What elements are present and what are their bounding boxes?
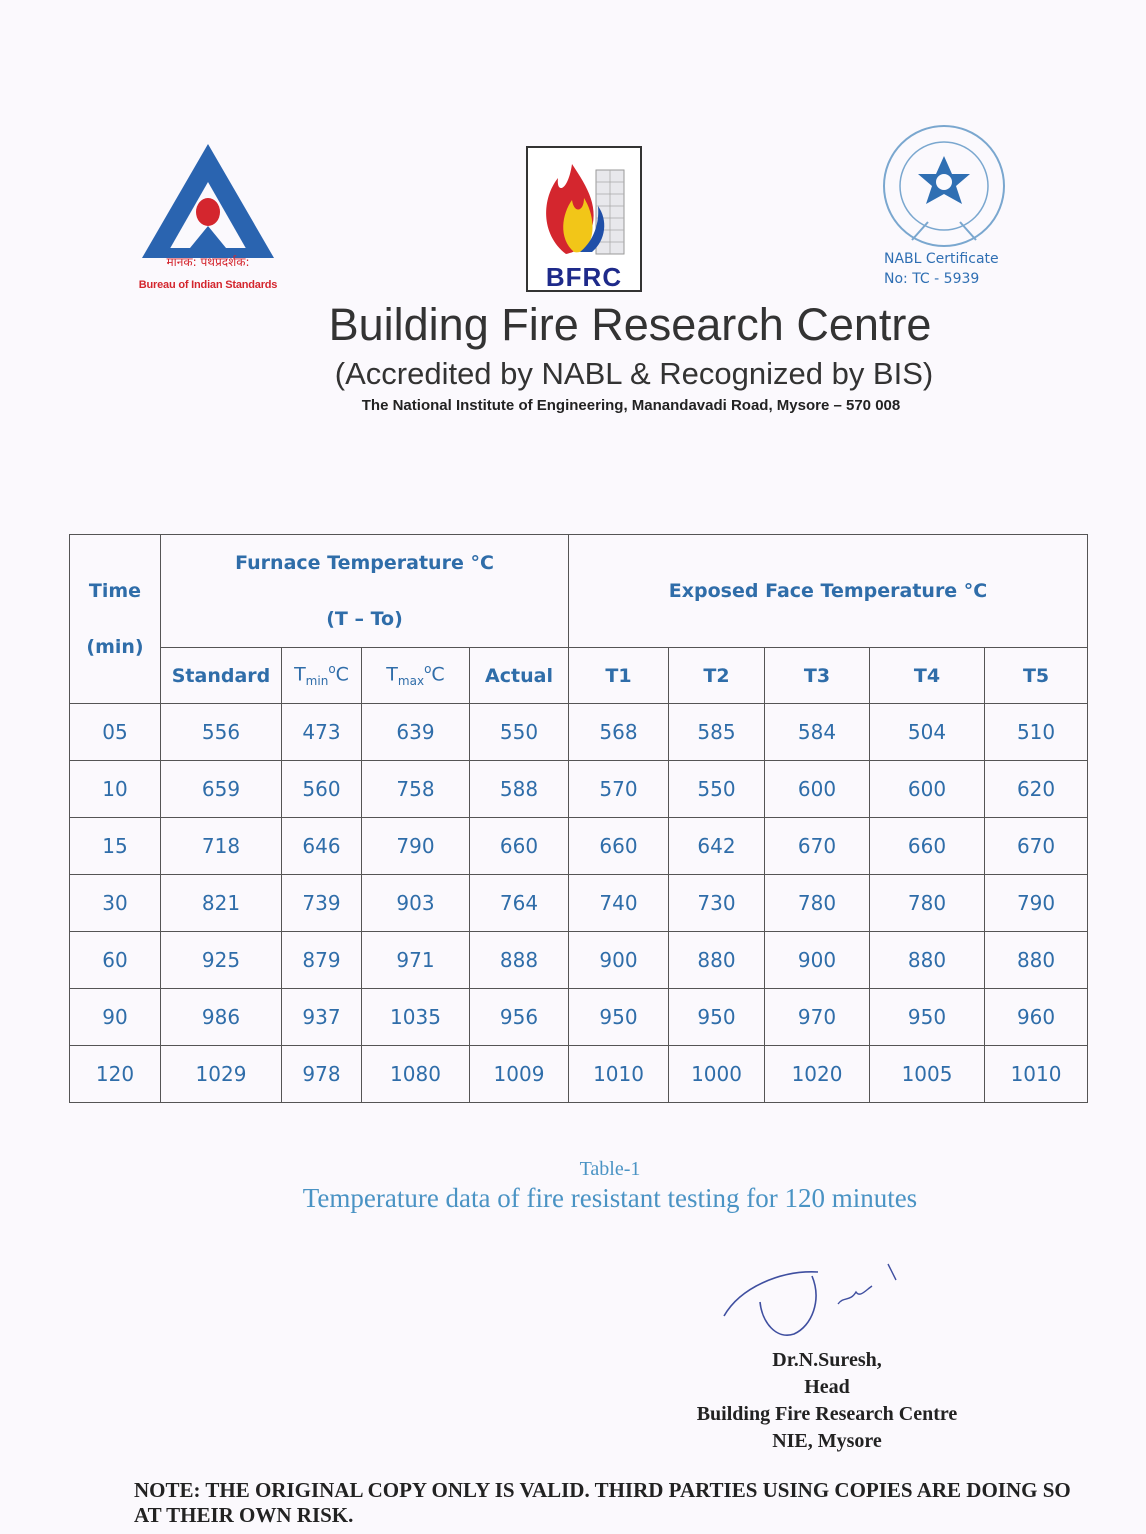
table-subheader-row (70, 648, 1088, 704)
table-cell: 1029 (161, 1046, 282, 1103)
page-title: Building Fire Research Centre (328, 299, 932, 350)
temperature-table (69, 534, 1088, 1103)
furnace-header-formula: (T – To) (326, 608, 403, 630)
table-cell: 510 (985, 704, 1088, 761)
tmin-sub: min (305, 674, 329, 689)
table-cell: 1080 (362, 1046, 470, 1103)
table-body (70, 704, 1088, 1103)
t4-header: T4 (870, 648, 985, 704)
bis-logo (138, 140, 278, 300)
tmin-degree: o (328, 662, 336, 677)
table-cell: 879 (282, 932, 362, 989)
table-row (70, 989, 1088, 1046)
page-subtitle: (Accredited by NABL & Recognized by BIS) (334, 356, 934, 391)
nabl-logo (872, 124, 1012, 252)
table-cell: 550 (669, 761, 765, 818)
signatory-title: Head (804, 1376, 850, 1398)
t3-header: T3 (765, 648, 870, 704)
table-cell: 639 (362, 704, 470, 761)
table-cell: 659 (161, 761, 282, 818)
tmax-base: T (386, 663, 398, 686)
table-cell: 903 (362, 875, 470, 932)
table-cell: 880 (870, 932, 985, 989)
table-cell: 90 (70, 989, 161, 1046)
table-cell: 660 (470, 818, 569, 875)
table-cell: 60 (70, 932, 161, 989)
standard-header: Standard (161, 648, 282, 704)
table-cell: 925 (161, 932, 282, 989)
table-cell: 880 (669, 932, 765, 989)
time-header-label: Time (88, 580, 142, 602)
table-cell: 950 (870, 989, 985, 1046)
bfrc-logo-text: BFRC (545, 262, 623, 292)
actual-header: Actual (470, 648, 569, 704)
table-cell: 739 (282, 875, 362, 932)
table-cell: 646 (282, 818, 362, 875)
table-cell: 670 (985, 818, 1088, 875)
table-cell: 620 (985, 761, 1088, 818)
bis-english-text: Bureau of Indian Standards (138, 279, 278, 291)
table-cell: 584 (765, 704, 870, 761)
table-cell: 978 (282, 1046, 362, 1103)
table-cell: 1035 (362, 989, 470, 1046)
table-cell: 790 (985, 875, 1088, 932)
table-caption-label: Table-1 (579, 1158, 641, 1180)
table-cell: 585 (669, 704, 765, 761)
table-cell: 660 (870, 818, 985, 875)
table-cell: 670 (765, 818, 870, 875)
table-cell: 1009 (470, 1046, 569, 1103)
table-cell: 986 (161, 989, 282, 1046)
table-cell: 764 (470, 875, 569, 932)
table-cell: 900 (569, 932, 669, 989)
table-cell: 473 (282, 704, 362, 761)
tmin-base: T (294, 663, 306, 686)
table-cell: 1020 (765, 1046, 870, 1103)
table-cell: 970 (765, 989, 870, 1046)
nabl-certificate (884, 249, 1014, 289)
table-cell: 971 (362, 932, 470, 989)
table-cell: 730 (669, 875, 765, 932)
table-cell: 504 (870, 704, 985, 761)
tmax-sub: max (397, 674, 425, 689)
table-row (70, 932, 1088, 989)
table-cell: 950 (669, 989, 765, 1046)
table-cell: 660 (569, 818, 669, 875)
t2-header: T2 (669, 648, 765, 704)
time-header-unit: (min) (86, 636, 144, 658)
tmax-degree: o (424, 662, 432, 677)
exposed-header: Exposed Face Temperature °C (569, 535, 1088, 648)
validity-note: NOTE: THE ORIGINAL COPY ONLY IS VALID. THIRD PARTIES USING COPIES ARE DOING SO AT THEIR OWN RISK. (134, 1478, 1071, 1527)
table-cell: 937 (282, 989, 362, 1046)
table-cell: 956 (470, 989, 569, 1046)
institute-address: The National Institute of Engineering, Manandavadi Road, Mysore – 570 008 (361, 397, 901, 414)
furnace-header-label: Furnace Temperature °C (235, 552, 494, 574)
signatory-name: Dr.N.Suresh, (772, 1349, 882, 1371)
table-cell: 588 (470, 761, 569, 818)
table-cell: 900 (765, 932, 870, 989)
table-cell: 05 (70, 704, 161, 761)
table-cell: 568 (569, 704, 669, 761)
nabl-cert-line1: NABL Certificate (884, 251, 999, 267)
table-cell: 780 (765, 875, 870, 932)
table-cell: 821 (161, 875, 282, 932)
table-cell: 1010 (569, 1046, 669, 1103)
table-cell: 30 (70, 875, 161, 932)
tmin-header (282, 648, 362, 704)
table-row (70, 1046, 1088, 1103)
t5-header: T5 (985, 648, 1088, 704)
t1-header: T1 (569, 648, 669, 704)
nabl-cert-line2: No: TC - 5939 (884, 271, 980, 287)
table-cell: 740 (569, 875, 669, 932)
table-row (70, 704, 1088, 761)
table-cell: 758 (362, 761, 470, 818)
table-cell: 556 (161, 704, 282, 761)
table-cell: 550 (470, 704, 569, 761)
table-cell: 960 (985, 989, 1088, 1046)
time-header (70, 535, 161, 704)
table-caption-text: Temperature data of fire resistant testing for 120 minutes (302, 1183, 918, 1213)
table-cell: 120 (70, 1046, 161, 1103)
signatory-block (660, 1347, 980, 1455)
table-cell: 600 (870, 761, 985, 818)
signature-mark (700, 1248, 920, 1358)
table-cell: 1005 (870, 1046, 985, 1103)
table-cell: 780 (870, 875, 985, 932)
bis-hindi-text: मानक: पथप्रदर्शक: (166, 255, 250, 269)
signatory-org: Building Fire Research Centre (696, 1403, 958, 1425)
table-cell: 15 (70, 818, 161, 875)
table-cell: 880 (985, 932, 1088, 989)
table-row (70, 761, 1088, 818)
table-cell: 718 (161, 818, 282, 875)
furnace-header (161, 535, 569, 648)
table-cell: 1010 (985, 1046, 1088, 1103)
table-cell: 790 (362, 818, 470, 875)
table-cell: 10 (70, 761, 161, 818)
table-row (70, 875, 1088, 932)
table-cell: 950 (569, 989, 669, 1046)
table-cell: 570 (569, 761, 669, 818)
signatory-place: NIE, Mysore (772, 1430, 882, 1452)
table-header-row (70, 535, 1088, 648)
table-cell: 560 (282, 761, 362, 818)
flame-icon (528, 148, 640, 258)
tmax-unit: C (431, 663, 445, 686)
table-cell: 642 (669, 818, 765, 875)
table-cell: 600 (765, 761, 870, 818)
table-cell: 1000 (669, 1046, 765, 1103)
tmin-unit: C (335, 663, 349, 686)
table-cell: 888 (470, 932, 569, 989)
table-row (70, 818, 1088, 875)
tmax-header (362, 648, 470, 704)
